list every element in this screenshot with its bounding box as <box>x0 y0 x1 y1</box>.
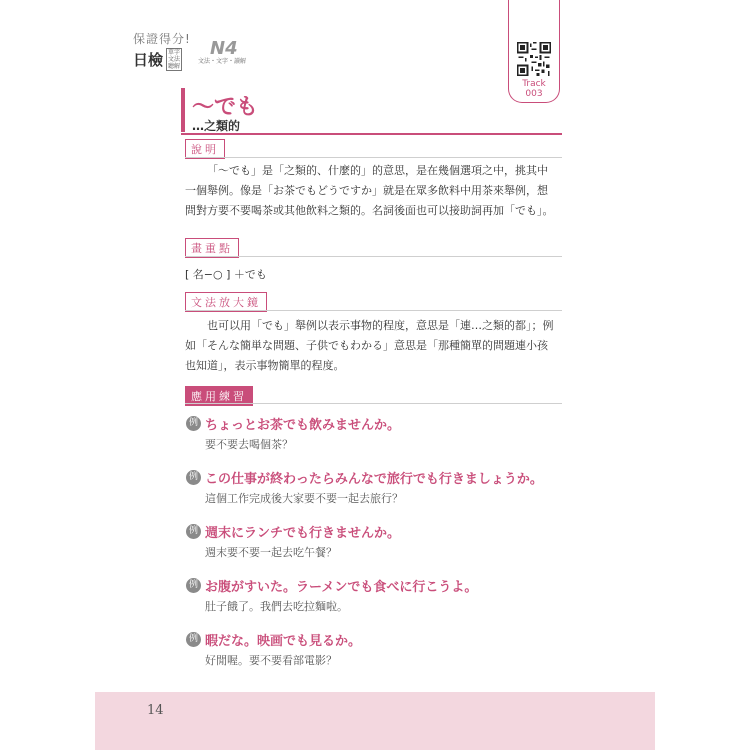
example-japanese: 暇だな。映画でも見るか。 <box>205 634 362 649</box>
example-translation: 這個工作完成後大家要不要一起去旅行？ <box>205 492 403 505</box>
section-divider <box>185 256 562 257</box>
track-tab <box>508 0 560 103</box>
example-japanese: この仕事が終わったらみんなで旅行でも行きましょうか。 <box>205 472 543 487</box>
title-accent-bar <box>181 88 185 132</box>
section-label-grammar: 文法放大鏡 <box>185 292 267 312</box>
track-label: Track <box>522 79 546 89</box>
section-label-practice: 應用練習 <box>185 386 253 406</box>
section-label-explain: 說明 <box>185 139 225 159</box>
example-translation: 肚子餓了。我們去吃拉麵啦。 <box>205 600 348 613</box>
title-divider <box>181 133 562 135</box>
page-number: 14 <box>147 703 164 718</box>
explain-paragraph: 「〜でも」是「之類的、什麼的」的意思，是在幾個選項之中，挑其中一個舉例。像是「お茶でもどうですか」就是在眾多飲料中用茶來舉例，想問對方要不要喝茶或其他飲料之類的。名詞後面也可以接助詞再加「でも」。 <box>185 164 554 217</box>
example-translation: 要不要去喝個茶？ <box>205 438 293 451</box>
logo-subtitle: 文法・文字・讀解 <box>198 58 247 65</box>
example-translation: 週末要不要一起去吃午餐？ <box>205 546 337 559</box>
footer-band <box>95 692 655 750</box>
logo-level: N4 <box>210 38 238 59</box>
track-number: 003 <box>525 89 543 99</box>
qr-code-icon[interactable] <box>517 42 551 76</box>
example-badge: 例 <box>186 578 201 593</box>
section-label-key: 畫重點 <box>185 238 239 258</box>
grammar-formula: [ 名−○ ] ＋でも <box>185 268 267 281</box>
logo-tagline: 保證得分! <box>133 32 191 46</box>
example-badge: 例 <box>186 632 201 647</box>
series-logo <box>133 30 247 71</box>
example-badge: 例 <box>186 470 201 485</box>
example-japanese: ちょっとお茶でも飲みませんか。 <box>205 418 401 433</box>
grammar-title: 〜でも <box>192 95 259 120</box>
grammar-subtitle: …之類的 <box>192 119 241 133</box>
section-divider <box>185 403 562 404</box>
example-badge: 例 <box>186 416 201 431</box>
example-translation: 好閒喔。要不要看部電影？ <box>205 654 337 667</box>
section-divider <box>185 310 562 311</box>
example-badge: 例 <box>186 524 201 539</box>
logo-main-text: 日檢 <box>133 51 164 69</box>
section-divider <box>185 157 562 158</box>
logo-box-text: 單字 文法 聽解 <box>168 49 181 70</box>
example-japanese: 週末にランチでも行きませんか。 <box>205 526 401 541</box>
example-japanese: お腹がすいた。ラーメンでも食べに行こうよ。 <box>205 580 478 595</box>
grammar-paragraph: 也可以用「でも」舉例以表示事物的程度，意思是「連…之類的都」；例如「そんな簡単な問題、子供でもわかる」意思是「那種簡單的問題連小孩也知道」，表示事物簡單的程度。 <box>185 319 554 372</box>
